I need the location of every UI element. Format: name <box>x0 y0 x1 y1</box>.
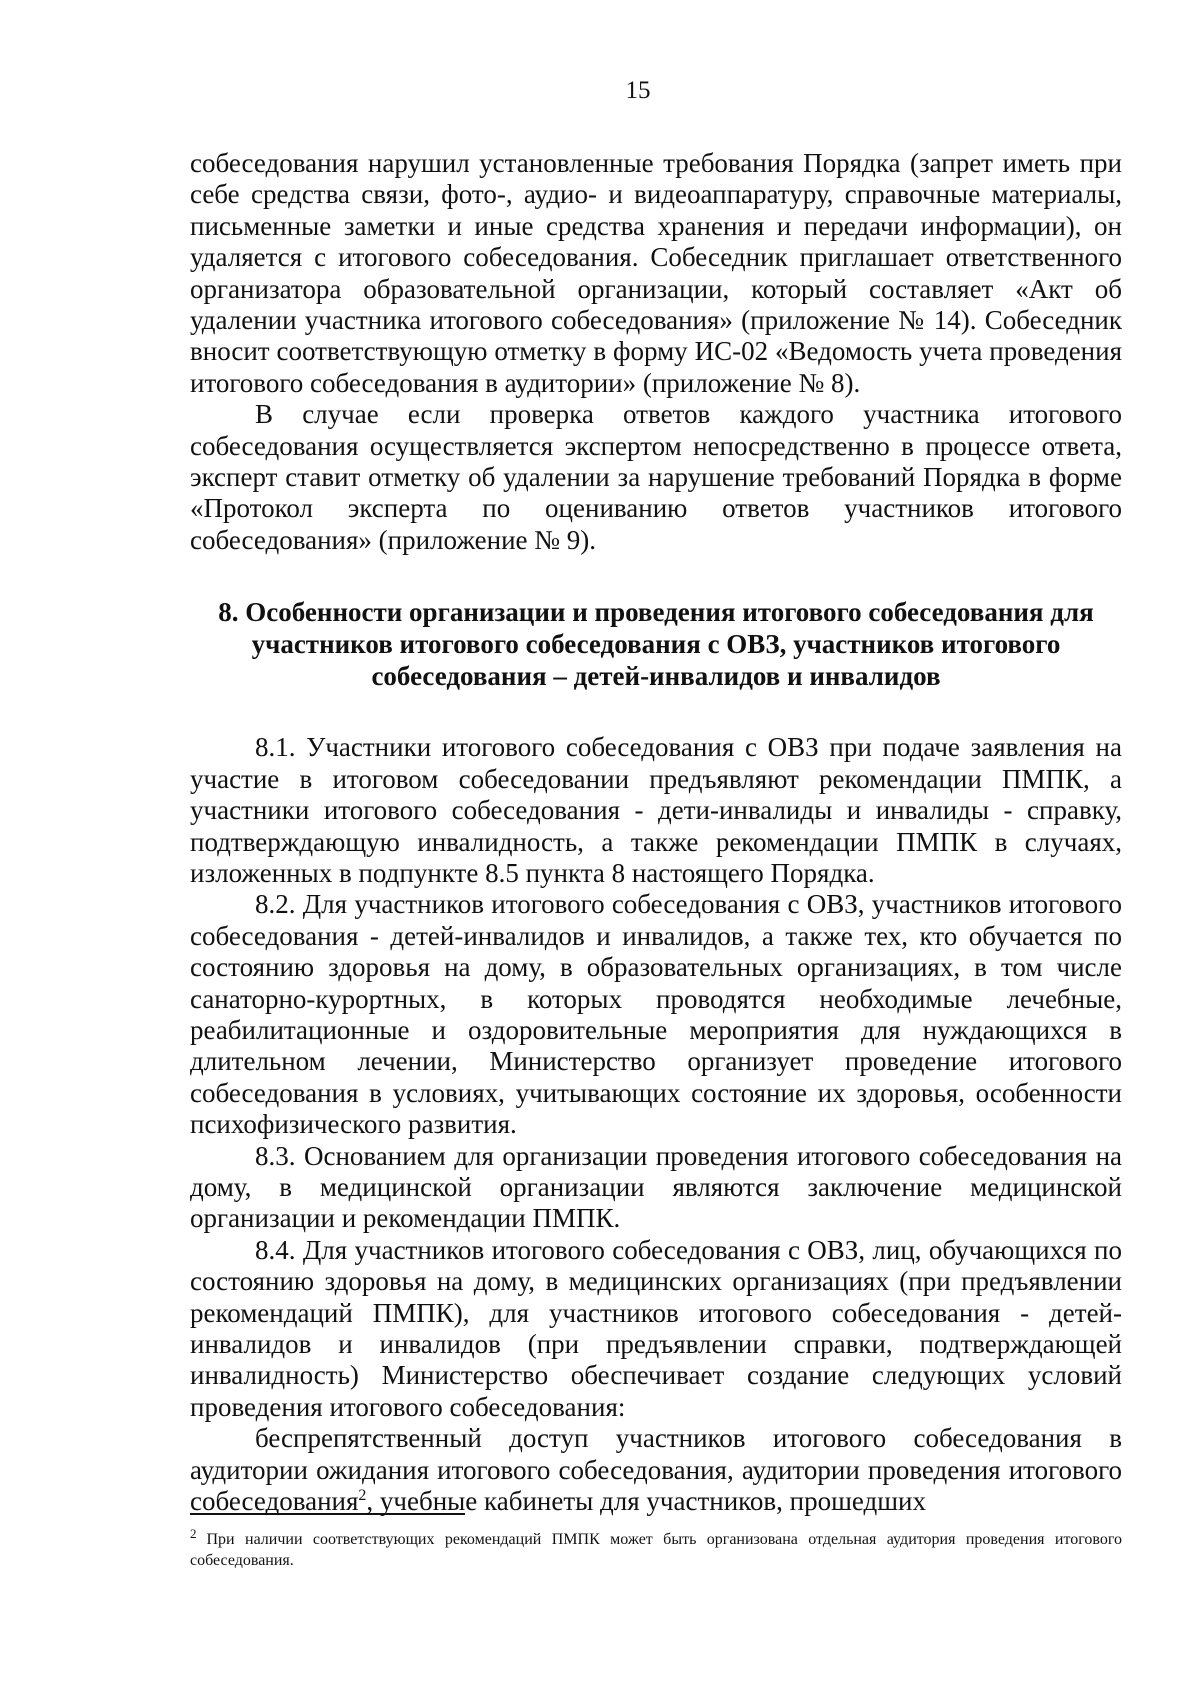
footnote-divider <box>190 1513 465 1515</box>
paragraph-expert-check: В случае если проверка ответов каждого участника итогового собеседования осуществляется экспертом непосредственно в процессе ответа, эксперт ставит отметку об удалении за нарушение требований Порядка в форме «Протокол эксперта по оцениванию ответов участников итогового собеседования» (приложение № 9). <box>190 399 1122 555</box>
paragraph-8-4: 8.4. Для участников итогового собеседования с ОВЗ, лиц, обучающихся по состоянию здоровья на дому, в медицинских организациях (при предъявлении рекомендаций ПМПК), для участников итогового собеседования - детей-инвалидов и инвалидов (при предъявлении справки, подтверждающей инвалидность) Министерство обеспечивает создание следующих условий проведения итогового собеседования: <box>190 1234 1122 1422</box>
footnote-reference[interactable]: 2 <box>358 1487 367 1505</box>
access-text-end: , учебные кабинеты для участников, прошедших <box>366 1486 926 1517</box>
paragraph-8-3: 8.3. Основанием для организации проведения итогового собеседования на дому, в медицинской организации являются заключение медицинской организации и рекомендации ПМПК. <box>190 1140 1122 1234</box>
page-number: 15 <box>625 77 651 104</box>
footnote <box>190 1525 1122 1571</box>
access-text-start: беспрепятственный доступ участников итогового собеседования в аудитории ожидания итогового собеседования, аудитории проведения итогового собеседования <box>190 1423 1122 1517</box>
section-heading: 8. Особенности организации и проведения итогового собеседования для участников итогового собеседования с ОВЗ, участников итогового собеседования – детей-инвалидов и инвалидов <box>218 597 1094 692</box>
paragraph-access <box>190 1423 1122 1517</box>
paragraph-8-2: 8.2. Для участников итогового собеседования с ОВЗ, участников итогового собеседования - детей-инвалидов и инвалидов, а также тех, кто обучается по состоянию здоровья на дому, в образовательных организациях, в том числе санаторно-курортных, в которых проводятся необходимые лечебные, реабилитационные и оздоровительные мероприятия для нуждающихся в длительном лечении, Министерство организует проведение итогового собеседования в условиях, учитывающих состояние их здоровья, особенности психофизического развития. <box>190 889 1122 1140</box>
paragraph-8-1: 8.1. Участники итогового собеседования с ОВЗ при подаче заявления на участие в итоговом собеседовании предъявляют рекомендации ПМПК, а участники итогового собеседования - дети-инвалиды и инвалиды - справку, подтверждающую инвалидность, а также рекомендации ПМПК в случаях, изложенных в подпункте 8.5 пункта 8 настоящего Порядка. <box>190 732 1122 888</box>
paragraph-continuation: собеседования нарушил установленные требования Порядка (запрет иметь при себе средства связи, фото-, аудио- и видеоаппаратуру, справочные материалы, письменные заметки и иные средства хранения и передачи информации), он удаляется с итогового собеседования. Собеседник приглашает ответственного организатора образовательной организации, который составляет «Акт об удалении участника итогового собеседования» (приложение № 14). Собеседник вносит соответствующую отметку в форму ИС-02 «Ведомость учета проведения итогового собеседования в аудитории» (приложение № 8). <box>190 148 1122 398</box>
document-body <box>190 148 1122 1517</box>
footnote-text: При наличии соответствующих рекомендаций ПМПК может быть организована отдельная аудитория проведения итогового собеседования. <box>190 1531 1122 1569</box>
footnote-mark: 2 <box>190 1525 197 1541</box>
